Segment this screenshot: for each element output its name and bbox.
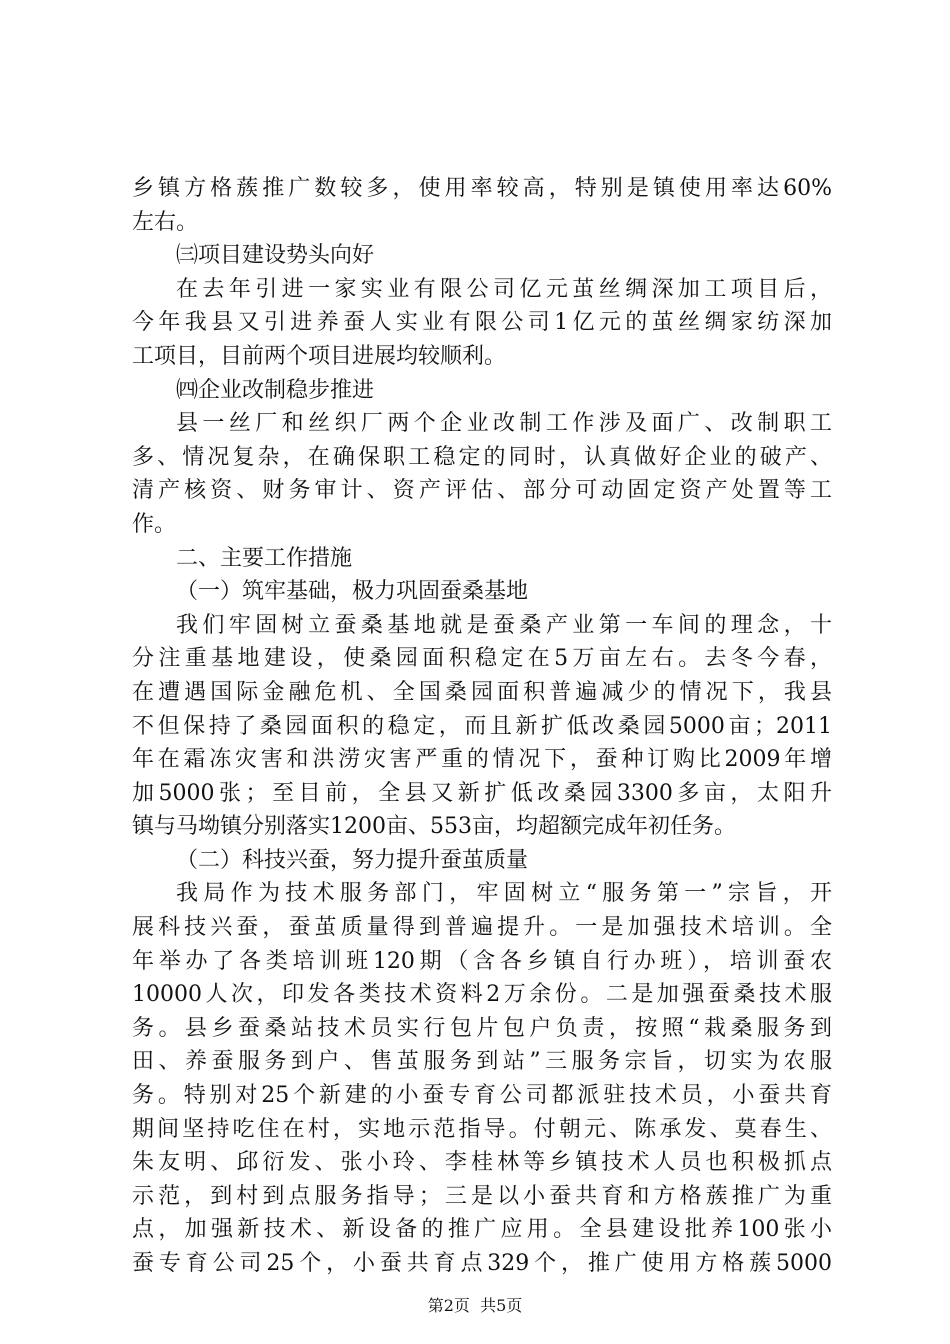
text-line: 作。 xyxy=(132,511,177,537)
text-line: 加5000张；至目前，全县又新扩低改桑园3300多亩，太阳升 xyxy=(132,780,832,806)
text-line: 多、情况复杂，在确保职工稳定的同时，认真做好企业的破产、 xyxy=(132,444,832,470)
text-line: 今年我县又引进养蚕人实业有限公司1亿元的茧丝绸家纺深加 xyxy=(132,310,832,336)
text-line: 二、主要工作措施 xyxy=(176,545,353,571)
page-number-label: 第2页 共5页 xyxy=(427,1296,523,1315)
text-line: 我局作为技术服务部门，牢固树立“服务第一”宗旨，开 xyxy=(176,881,832,907)
text-line: 乡镇方格蔟推广数较多，使用率较高，特别是镇使用率达60% xyxy=(132,176,832,201)
text-line: ㈢项目建设势头向好 xyxy=(176,243,375,269)
text-line: 期间坚持吃住在村，实地示范指导。付朝元、陈承发、莫春生、 xyxy=(132,1116,832,1142)
text-line: 工项目，目前两个项目进展均较顺利。 xyxy=(132,343,507,369)
text-line: 我们牢固树立蚕桑基地就是蚕桑产业第一车间的理念，十 xyxy=(176,612,832,638)
text-line: 示范，到村到点服务指导；三是以小蚕共育和方格蔟推广为重 xyxy=(132,1183,832,1209)
text-line: 在遭遇国际金融危机、全国桑园面积普遍减少的情况下，我县 xyxy=(132,679,832,705)
text-line: 年举办了各类培训班120期（含各乡镇自行办班），培训蚕农 xyxy=(132,948,832,974)
text-line: 年在霜冻灾害和洪涝灾害严重的情况下，蚕种订购比2009年增 xyxy=(132,747,832,773)
text-line: （二）科技兴蚕，努力提升蚕茧质量 xyxy=(176,847,529,873)
text-line: 10000人次，印发各类技术资料2万余份。二是加强蚕桑技术服 xyxy=(132,982,832,1008)
text-line: 分注重基地建设，使桑园面积稳定在5万亩左右。去冬今春， xyxy=(132,646,832,672)
text-line: 在去年引进一家实业有限公司亿元茧丝绸深加工项目后， xyxy=(176,276,832,302)
text-line: 务。特别对25个新建的小蚕专育公司都派驻技术员，小蚕共育 xyxy=(132,1083,832,1109)
text-line: 田、养蚕服务到户、售茧服务到站”三服务宗旨，切实为农服 xyxy=(132,1049,832,1075)
text-line: 不但保持了桑园面积的稳定，而且新扩低改桑园5000亩；2011 xyxy=(132,713,832,739)
text-line: 朱友明、邱衍发、张小玲、李桂林等乡镇技术人员也积极抓点 xyxy=(132,1150,832,1176)
text-line: 镇与马坳镇分别落实1200亩、553亩，均超额完成年初任务。 xyxy=(132,814,736,840)
text-line: 点，加强新技术、新设备的推广应用。全县建设批养100张小 xyxy=(132,1217,832,1243)
text-line: ㈣企业改制稳步推进 xyxy=(176,377,375,403)
text-line: 蚕专育公司25个，小蚕共育点329个，推广使用方格蔟5000 xyxy=(132,1251,832,1276)
text-line: 清产核资、财务审计、资产评估、部分可动固定资产处置等工 xyxy=(132,478,832,504)
text-line: 县一丝厂和丝织厂两个企业改制工作涉及面广、改制职工 xyxy=(176,411,832,437)
text-line: 展科技兴蚕，蚕茧质量得到普遍提升。一是加强技术培训。全 xyxy=(132,915,832,941)
text-line: 务。县乡蚕桑站技术员实行包片包户负责，按照“栽桑服务到 xyxy=(132,1015,832,1041)
text-line: （一）筑牢基础，极力巩固蚕桑基地 xyxy=(176,579,529,605)
page-footer xyxy=(0,1296,950,1316)
document-body xyxy=(132,172,832,1281)
text-line: 左右。 xyxy=(132,209,199,235)
